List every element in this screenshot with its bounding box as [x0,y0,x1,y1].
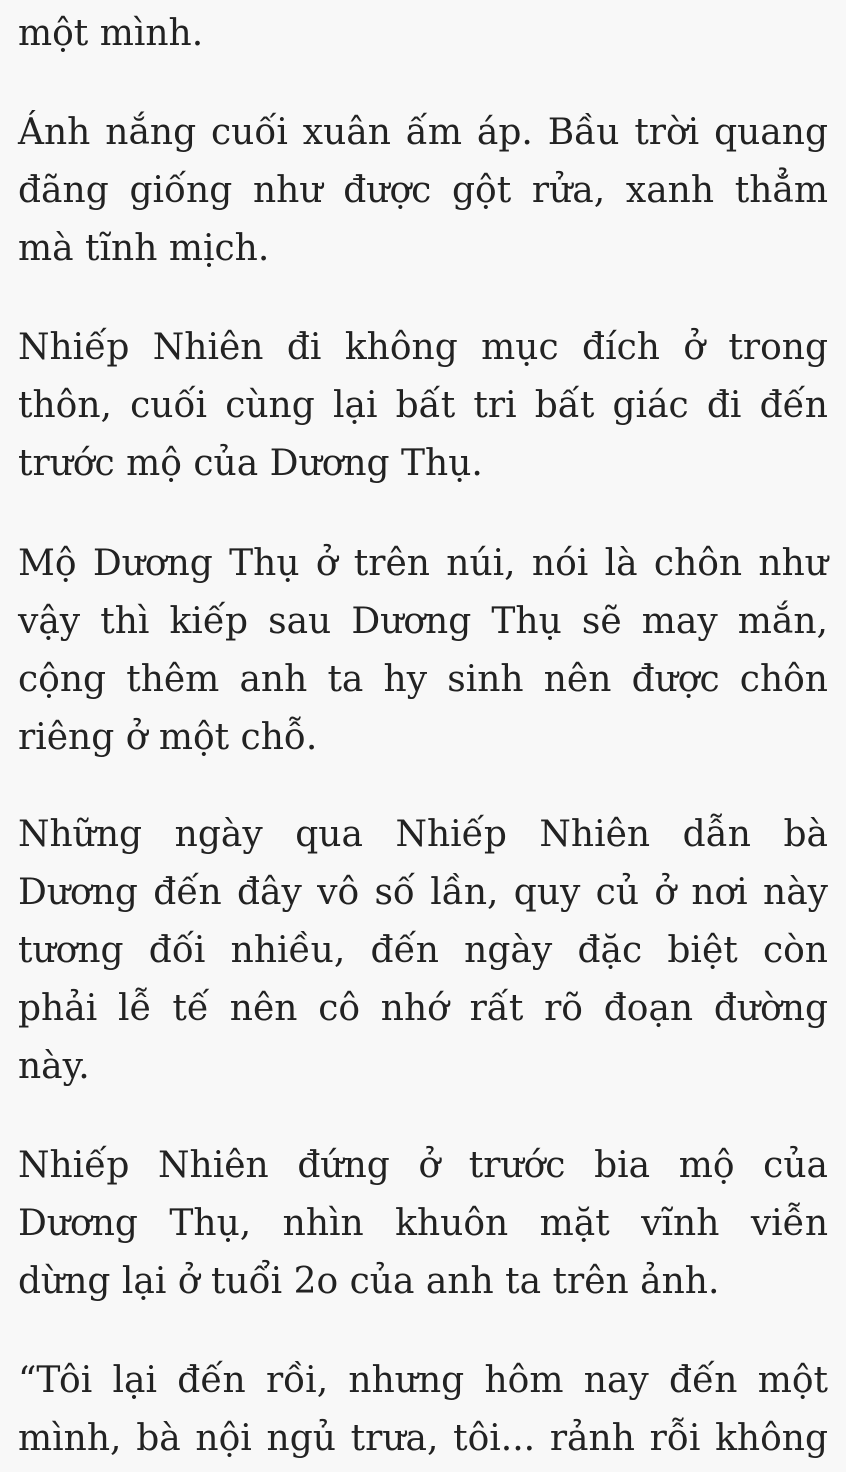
text-line: mà tĩnh mịch. [18,228,270,269]
paragraph [18,806,828,1096]
text-line: một mình. [18,13,204,54]
paragraph [18,1352,828,1468]
text-line: Nhiếp Nhiên đi không mục đích ở trong [18,327,828,368]
text-line: Nhiếp Nhiên đứng ở trước bia mộ của [18,1145,828,1186]
text-line: “Tôi lại đến rồi, nhưng hôm nay đến một [18,1360,828,1401]
text-line: Mộ Dương Thụ ở trên núi, nói là chôn như [18,543,828,584]
paragraph [18,535,828,767]
text-line: mình, bà nội ngủ trưa, tôi... rảnh rỗi không [18,1418,828,1459]
text-line: tương đối nhiều, đến ngày đặc biệt còn [18,930,828,971]
text-line: đãng giống như được gột rửa, xanh thẳm [18,170,828,211]
paragraph [18,104,828,278]
text-line: riêng ở một chỗ. [18,717,318,758]
text-line: cộng thêm anh ta hy sinh nên được chôn [18,659,828,700]
text-line: vậy thì kiếp sau Dương Thụ sẽ may mắn, [18,601,828,642]
text-line: dừng lại ở tuổi 2o của anh ta trên ảnh. [18,1261,720,1302]
paragraph [18,319,828,493]
text-line: này. [18,1046,90,1087]
paragraph [18,5,828,63]
text-line: Những ngày qua Nhiếp Nhiên dẫn bà [18,814,828,855]
paragraph [18,1137,828,1311]
text-line: phải lễ tế nên cô nhớ rất rõ đoạn đường [18,988,828,1029]
text-line: Dương Thụ, nhìn khuôn mặt vĩnh viễn [18,1203,828,1244]
text-line: Dương đến đây vô số lần, quy củ ở nơi này [18,872,828,913]
text-line: trước mộ của Dương Thụ. [18,443,483,484]
text-line: thôn, cuối cùng lại bất tri bất giác đi đến [18,385,828,426]
text-line: Ánh nắng cuối xuân ấm áp. Bầu trời quang [18,112,828,153]
